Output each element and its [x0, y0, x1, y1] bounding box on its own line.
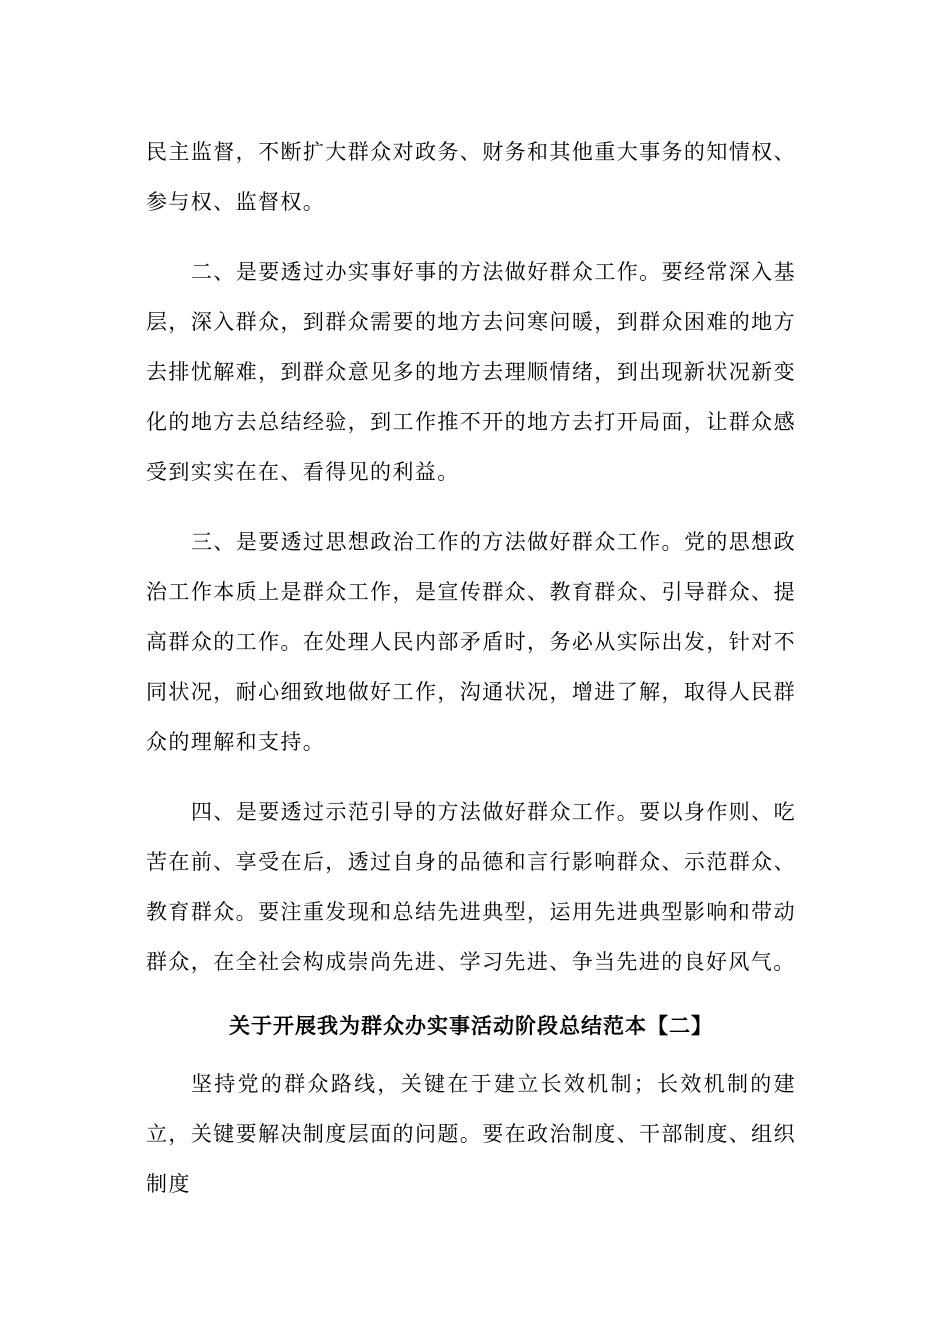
- section-title: 关于开展我为群众办实事活动阶段总结范本【二】: [229, 1013, 713, 1038]
- paragraph-continuation: 民主监督，不断扩大群众对政务、财务和其他重大事务的知情权、参与权、监督权。: [146, 140, 796, 214]
- document-page: [146, 127, 796, 1209]
- paragraph-section-intro: 坚持党的群众路线，关键在于建立长效机制；长效机制的建立，关键要解决制度层面的问题。要在政治制度、干部制度、组织制度: [146, 1072, 796, 1196]
- paragraph-point-four: 四、是要透过示范引导的方法做好群众工作。要以身作则、吃苦在前、享受在后，透过自身的品德和言行影响群众、示范群众、教育群众。要注重发现和总结先进典型，运用先进典型影响和带动群众，在全社会构成崇尚先进、学习先进、争当先进的良好风气。: [146, 800, 796, 974]
- paragraph-point-two: 二、是要透过办实事好事的方法做好群众工作。要经常深入基层，深入群众，到群众需要的地方去问寒问暖，到群众困难的地方去排忧解难，到群众意见多的地方去理顺情绪，到出现新状况新变化的地方去总结经验，到工作推不开的地方去打开局面，让群众感受到实实在在、看得见的利益。: [146, 260, 796, 484]
- paragraph-point-three: 三、是要透过思想政治工作的方法做好群众工作。党的思想政治工作本质上是群众工作，是宣传群众、教育群众、引导群众、提高群众的工作。在处理人民内部矛盾时，务必从实际出发，针对不同状况，耐心细致地做好工作，沟通状况，增进了解，取得人民群众的理解和支持。: [146, 530, 796, 754]
